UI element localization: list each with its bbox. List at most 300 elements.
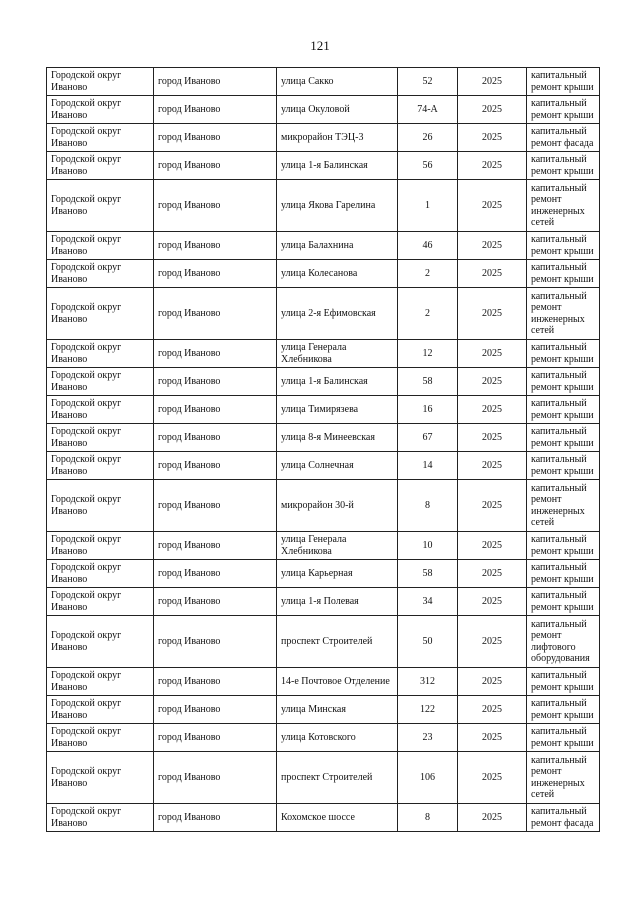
street-cell-text: улица Минская bbox=[281, 703, 346, 715]
city-cell bbox=[154, 804, 277, 832]
city-cell-text: город Иваново bbox=[158, 703, 221, 715]
city-cell bbox=[154, 180, 277, 232]
district-cell-text: Городской округ Иваново bbox=[51, 670, 122, 693]
district-cell-text: Городской округ Иваново bbox=[51, 562, 122, 585]
work-type-cell bbox=[527, 180, 600, 232]
table-row bbox=[47, 288, 600, 340]
city-cell bbox=[154, 152, 277, 180]
year-cell bbox=[458, 588, 527, 616]
work-type-cell-text: капитальный ремонт крыши bbox=[531, 342, 594, 365]
table-row bbox=[47, 232, 600, 260]
street-cell bbox=[277, 752, 398, 804]
page-number: 121 bbox=[310, 38, 330, 53]
district-cell bbox=[47, 180, 154, 232]
work-type-cell bbox=[527, 668, 600, 696]
year-cell bbox=[458, 452, 527, 480]
table-row bbox=[47, 260, 600, 288]
city-cell-text: город Иваново bbox=[158, 731, 221, 743]
work-type-cell bbox=[527, 396, 600, 424]
work-type-cell bbox=[527, 288, 600, 340]
house-number-cell bbox=[398, 288, 458, 340]
street-cell bbox=[277, 152, 398, 180]
house-number-cell-text: 74-А bbox=[417, 103, 438, 115]
work-type-cell bbox=[527, 124, 600, 152]
street-cell bbox=[277, 804, 398, 832]
street-cell-text: улица Окуловой bbox=[281, 103, 350, 115]
district-cell-text: Городской округ Иваново bbox=[51, 234, 122, 257]
city-cell bbox=[154, 668, 277, 696]
year-cell-text: 2025 bbox=[482, 103, 502, 115]
house-number-cell bbox=[398, 368, 458, 396]
work-type-cell bbox=[527, 588, 600, 616]
house-number-cell-text: 14 bbox=[422, 459, 433, 471]
city-cell bbox=[154, 480, 277, 532]
work-type-cell bbox=[527, 696, 600, 724]
street-cell bbox=[277, 180, 398, 232]
district-cell bbox=[47, 588, 154, 616]
district-cell bbox=[47, 560, 154, 588]
work-type-cell-text: капитальный ремонт инженерных сетей bbox=[531, 182, 587, 228]
street-cell-text: проспект Строителей bbox=[281, 635, 373, 647]
street-cell-text: улица Генерала Хлебникова bbox=[281, 342, 347, 365]
city-cell bbox=[154, 532, 277, 560]
work-type-cell-text: капитальный ремонт крыши bbox=[531, 398, 594, 421]
house-number-cell-text: 26 bbox=[422, 131, 433, 143]
city-cell-text: город Иваново bbox=[158, 75, 221, 87]
district-cell-text: Городской округ Иваново bbox=[51, 154, 122, 177]
house-number-cell bbox=[398, 752, 458, 804]
district-cell-text: Городской округ Иваново bbox=[51, 398, 122, 421]
city-cell bbox=[154, 588, 277, 616]
city-cell-text: город Иваново bbox=[158, 635, 221, 647]
district-cell bbox=[47, 124, 154, 152]
work-type-cell bbox=[527, 96, 600, 124]
street-cell bbox=[277, 452, 398, 480]
city-cell bbox=[154, 288, 277, 340]
district-cell-text: Городской округ Иваново bbox=[51, 426, 122, 449]
table-row bbox=[47, 424, 600, 452]
house-number-cell bbox=[398, 560, 458, 588]
city-cell-text: город Иваново bbox=[158, 459, 221, 471]
city-cell-text: город Иваново bbox=[158, 811, 221, 823]
district-cell-text: Городской округ Иваново bbox=[51, 698, 122, 721]
district-cell-text: Городской округ Иваново bbox=[51, 590, 122, 613]
year-cell bbox=[458, 124, 527, 152]
street-cell bbox=[277, 560, 398, 588]
table-row bbox=[47, 668, 600, 696]
year-cell-text: 2025 bbox=[482, 703, 502, 715]
city-cell-text: город Иваново bbox=[158, 347, 221, 359]
city-cell-text: город Иваново bbox=[158, 675, 221, 687]
year-cell bbox=[458, 752, 527, 804]
year-cell bbox=[458, 424, 527, 452]
street-cell-text: улица Якова Гарелина bbox=[281, 199, 376, 211]
work-type-cell-text: капитальный ремонт крыши bbox=[531, 70, 594, 93]
house-number-cell bbox=[398, 96, 458, 124]
city-cell bbox=[154, 424, 277, 452]
street-cell-text: улица Карьерная bbox=[281, 567, 353, 579]
house-number-cell-text: 8 bbox=[425, 499, 430, 511]
house-number-cell-text: 23 bbox=[422, 731, 433, 743]
street-cell-text: улица 1-я Балинская bbox=[281, 159, 368, 171]
district-cell bbox=[47, 232, 154, 260]
street-cell bbox=[277, 124, 398, 152]
house-number-cell bbox=[398, 588, 458, 616]
street-cell bbox=[277, 396, 398, 424]
year-cell-text: 2025 bbox=[482, 459, 502, 471]
house-number-cell bbox=[398, 696, 458, 724]
city-cell bbox=[154, 340, 277, 368]
district-cell bbox=[47, 340, 154, 368]
table-row bbox=[47, 588, 600, 616]
work-type-cell-text: капитальный ремонт крыши bbox=[531, 234, 594, 257]
street-cell-text: микрорайон 30-й bbox=[281, 499, 354, 511]
street-cell bbox=[277, 724, 398, 752]
district-cell bbox=[47, 752, 154, 804]
district-cell bbox=[47, 96, 154, 124]
street-cell-text: улица Котовского bbox=[281, 731, 356, 743]
district-cell bbox=[47, 668, 154, 696]
work-type-cell bbox=[527, 340, 600, 368]
year-cell-text: 2025 bbox=[482, 199, 502, 211]
house-number-cell-text: 8 bbox=[425, 811, 430, 823]
city-cell bbox=[154, 696, 277, 724]
city-cell bbox=[154, 560, 277, 588]
city-cell bbox=[154, 232, 277, 260]
house-number-cell bbox=[398, 452, 458, 480]
city-cell bbox=[154, 724, 277, 752]
city-cell bbox=[154, 260, 277, 288]
house-number-cell-text: 2 bbox=[425, 307, 430, 319]
table-row bbox=[47, 68, 600, 96]
house-number-cell-text: 312 bbox=[420, 675, 435, 687]
house-number-cell bbox=[398, 616, 458, 668]
year-cell bbox=[458, 396, 527, 424]
city-cell bbox=[154, 68, 277, 96]
work-type-cell bbox=[527, 616, 600, 668]
year-cell bbox=[458, 180, 527, 232]
work-type-cell-text: капитальный ремонт крыши bbox=[531, 670, 594, 693]
street-cell-text: 14-е Почтовое Отделение bbox=[281, 675, 390, 687]
district-cell bbox=[47, 396, 154, 424]
house-number-cell bbox=[398, 124, 458, 152]
work-type-cell bbox=[527, 560, 600, 588]
street-cell-text: улица 2-я Ефимовская bbox=[281, 307, 376, 319]
year-cell bbox=[458, 68, 527, 96]
year-cell bbox=[458, 668, 527, 696]
year-cell-text: 2025 bbox=[482, 347, 502, 359]
house-number-cell-text: 122 bbox=[420, 703, 435, 715]
work-type-cell bbox=[527, 752, 600, 804]
district-cell-text: Городской округ Иваново bbox=[51, 494, 122, 517]
city-cell bbox=[154, 396, 277, 424]
district-cell-text: Городской округ Иваново bbox=[51, 342, 122, 365]
district-cell-text: Городской округ Иваново bbox=[51, 370, 122, 393]
year-cell bbox=[458, 696, 527, 724]
year-cell bbox=[458, 96, 527, 124]
house-number-cell-text: 56 bbox=[422, 159, 433, 171]
work-type-cell bbox=[527, 152, 600, 180]
street-cell bbox=[277, 616, 398, 668]
table-row bbox=[47, 752, 600, 804]
work-type-cell-text: капитальный ремонт крыши bbox=[531, 426, 594, 449]
street-cell bbox=[277, 96, 398, 124]
house-number-cell-text: 58 bbox=[422, 567, 433, 579]
year-cell-text: 2025 bbox=[482, 811, 502, 823]
house-number-cell bbox=[398, 180, 458, 232]
work-type-cell-text: капитальный ремонт крыши bbox=[531, 98, 594, 121]
year-cell-text: 2025 bbox=[482, 431, 502, 443]
city-cell bbox=[154, 124, 277, 152]
year-cell-text: 2025 bbox=[482, 499, 502, 511]
work-type-cell-text: капитальный ремонт фасада bbox=[531, 806, 594, 829]
work-type-cell-text: капитальный ремонт инженерных сетей bbox=[531, 482, 587, 528]
year-cell-text: 2025 bbox=[482, 307, 502, 319]
street-cell bbox=[277, 288, 398, 340]
work-type-cell bbox=[527, 232, 600, 260]
year-cell bbox=[458, 532, 527, 560]
district-cell-text: Городской округ Иваново bbox=[51, 726, 122, 749]
street-cell bbox=[277, 480, 398, 532]
district-cell bbox=[47, 68, 154, 96]
city-cell-text: город Иваново bbox=[158, 567, 221, 579]
district-cell bbox=[47, 616, 154, 668]
city-cell bbox=[154, 96, 277, 124]
year-cell-text: 2025 bbox=[482, 159, 502, 171]
work-type-cell bbox=[527, 724, 600, 752]
year-cell bbox=[458, 152, 527, 180]
table-row bbox=[47, 180, 600, 232]
city-cell-text: город Иваново bbox=[158, 307, 221, 319]
district-cell bbox=[47, 260, 154, 288]
city-cell-text: город Иваново bbox=[158, 403, 221, 415]
table-row bbox=[47, 616, 600, 668]
house-number-cell bbox=[398, 724, 458, 752]
street-cell-text: улица Сакко bbox=[281, 75, 334, 87]
street-cell bbox=[277, 368, 398, 396]
district-cell bbox=[47, 452, 154, 480]
district-cell-text: Городской округ Иваново bbox=[51, 194, 122, 217]
district-cell-text: Городской округ Иваново bbox=[51, 766, 122, 789]
house-number-cell bbox=[398, 668, 458, 696]
table-row bbox=[47, 560, 600, 588]
table-row bbox=[47, 368, 600, 396]
street-cell-text: улица 1-я Балинская bbox=[281, 375, 368, 387]
street-cell-text: улица Генерала Хлебникова bbox=[281, 534, 347, 557]
work-type-cell-text: капитальный ремонт крыши bbox=[531, 698, 594, 721]
house-number-cell-text: 50 bbox=[422, 635, 433, 647]
house-number-cell bbox=[398, 532, 458, 560]
house-number-cell-text: 34 bbox=[422, 595, 433, 607]
city-cell-text: город Иваново bbox=[158, 431, 221, 443]
year-cell bbox=[458, 480, 527, 532]
city-cell bbox=[154, 368, 277, 396]
street-cell-text: улица 8-я Минеевская bbox=[281, 431, 375, 443]
work-type-cell-text: капитальный ремонт фасада bbox=[531, 126, 594, 149]
house-number-cell bbox=[398, 340, 458, 368]
city-cell-text: город Иваново bbox=[158, 267, 221, 279]
house-number-cell-text: 106 bbox=[420, 771, 435, 783]
year-cell bbox=[458, 616, 527, 668]
street-cell bbox=[277, 696, 398, 724]
district-cell-text: Городской округ Иваново bbox=[51, 98, 122, 121]
house-number-cell bbox=[398, 232, 458, 260]
street-cell bbox=[277, 424, 398, 452]
house-number-cell-text: 10 bbox=[422, 539, 433, 551]
year-cell-text: 2025 bbox=[482, 131, 502, 143]
street-cell-text: проспект Строителей bbox=[281, 771, 373, 783]
city-cell-text: город Иваново bbox=[158, 131, 221, 143]
street-cell bbox=[277, 260, 398, 288]
district-cell bbox=[47, 152, 154, 180]
street-cell-text: улица 1-я Полевая bbox=[281, 595, 359, 607]
table-row bbox=[47, 152, 600, 180]
street-cell-text: улица Солнечная bbox=[281, 459, 354, 471]
work-type-cell bbox=[527, 260, 600, 288]
work-type-cell-text: капитальный ремонт крыши bbox=[531, 562, 594, 585]
work-type-cell-text: капитальный ремонт лифтового оборудования bbox=[531, 618, 590, 664]
work-type-cell bbox=[527, 452, 600, 480]
year-cell-text: 2025 bbox=[482, 731, 502, 743]
year-cell-text: 2025 bbox=[482, 539, 502, 551]
year-cell bbox=[458, 804, 527, 832]
district-cell-text: Городской округ Иваново bbox=[51, 630, 122, 653]
year-cell-text: 2025 bbox=[482, 75, 502, 87]
work-type-cell-text: капитальный ремонт крыши bbox=[531, 726, 594, 749]
work-type-cell bbox=[527, 424, 600, 452]
district-cell bbox=[47, 804, 154, 832]
work-type-cell-text: капитальный ремонт крыши bbox=[531, 262, 594, 285]
street-cell-text: улица Тимирязева bbox=[281, 403, 359, 415]
year-cell bbox=[458, 288, 527, 340]
house-number-cell-text: 52 bbox=[422, 75, 433, 87]
house-number-cell-text: 58 bbox=[422, 375, 433, 387]
house-number-cell bbox=[398, 424, 458, 452]
table-row bbox=[47, 124, 600, 152]
district-cell bbox=[47, 288, 154, 340]
district-cell bbox=[47, 696, 154, 724]
repair-schedule-table bbox=[46, 67, 600, 832]
house-number-cell bbox=[398, 396, 458, 424]
house-number-cell bbox=[398, 152, 458, 180]
city-cell-text: город Иваново bbox=[158, 595, 221, 607]
district-cell bbox=[47, 532, 154, 560]
year-cell-text: 2025 bbox=[482, 239, 502, 251]
table-body bbox=[47, 68, 600, 832]
work-type-cell-text: капитальный ремонт крыши bbox=[531, 590, 594, 613]
city-cell-text: город Иваново bbox=[158, 159, 221, 171]
work-type-cell bbox=[527, 532, 600, 560]
work-type-cell-text: капитальный ремонт инженерных сетей bbox=[531, 754, 587, 800]
year-cell bbox=[458, 260, 527, 288]
table-row bbox=[47, 532, 600, 560]
house-number-cell bbox=[398, 260, 458, 288]
district-cell bbox=[47, 724, 154, 752]
year-cell-text: 2025 bbox=[482, 595, 502, 607]
table-row bbox=[47, 96, 600, 124]
year-cell-text: 2025 bbox=[482, 403, 502, 415]
table-row bbox=[47, 340, 600, 368]
street-cell-text: улица Балахнина bbox=[281, 239, 354, 251]
table-row bbox=[47, 696, 600, 724]
work-type-cell-text: капитальный ремонт крыши bbox=[531, 454, 594, 477]
city-cell bbox=[154, 616, 277, 668]
street-cell bbox=[277, 68, 398, 96]
year-cell bbox=[458, 724, 527, 752]
year-cell-text: 2025 bbox=[482, 635, 502, 647]
house-number-cell-text: 2 bbox=[425, 267, 430, 279]
district-cell bbox=[47, 424, 154, 452]
year-cell-text: 2025 bbox=[482, 675, 502, 687]
house-number-cell bbox=[398, 804, 458, 832]
street-cell-text: Кохомское шоссе bbox=[281, 811, 355, 823]
year-cell-text: 2025 bbox=[482, 771, 502, 783]
table-row bbox=[47, 396, 600, 424]
house-number-cell-text: 16 bbox=[422, 403, 433, 415]
work-type-cell-text: капитальный ремонт крыши bbox=[531, 154, 594, 177]
year-cell bbox=[458, 340, 527, 368]
year-cell-text: 2025 bbox=[482, 375, 502, 387]
year-cell-text: 2025 bbox=[482, 567, 502, 579]
house-number-cell-text: 67 bbox=[422, 431, 433, 443]
city-cell-text: город Иваново bbox=[158, 239, 221, 251]
city-cell-text: город Иваново bbox=[158, 375, 221, 387]
district-cell-text: Городской округ Иваново bbox=[51, 262, 122, 285]
district-cell bbox=[47, 368, 154, 396]
city-cell-text: город Иваново bbox=[158, 771, 221, 783]
district-cell-text: Городской округ Иваново bbox=[51, 302, 122, 325]
house-number-cell-text: 1 bbox=[425, 199, 430, 211]
house-number-cell-text: 46 bbox=[422, 239, 433, 251]
work-type-cell-text: капитальный ремонт крыши bbox=[531, 370, 594, 393]
street-cell-text: улица Колесанова bbox=[281, 267, 358, 279]
city-cell bbox=[154, 452, 277, 480]
city-cell-text: город Иваново bbox=[158, 103, 221, 115]
street-cell-text: микрорайон ТЭЦ-3 bbox=[281, 131, 364, 143]
district-cell-text: Городской округ Иваново bbox=[51, 70, 122, 93]
district-cell-text: Городской округ Иваново bbox=[51, 534, 122, 557]
table-row bbox=[47, 480, 600, 532]
house-number-cell-text: 12 bbox=[422, 347, 433, 359]
work-type-cell bbox=[527, 480, 600, 532]
city-cell bbox=[154, 752, 277, 804]
work-type-cell bbox=[527, 368, 600, 396]
street-cell bbox=[277, 532, 398, 560]
work-type-cell bbox=[527, 804, 600, 832]
district-cell bbox=[47, 480, 154, 532]
table-row bbox=[47, 452, 600, 480]
street-cell bbox=[277, 588, 398, 616]
year-cell bbox=[458, 232, 527, 260]
district-cell-text: Городской округ Иваново bbox=[51, 806, 122, 829]
street-cell bbox=[277, 668, 398, 696]
work-type-cell bbox=[527, 68, 600, 96]
year-cell-text: 2025 bbox=[482, 267, 502, 279]
street-cell bbox=[277, 340, 398, 368]
table-row bbox=[47, 804, 600, 832]
city-cell-text: город Иваново bbox=[158, 539, 221, 551]
district-cell-text: Городской округ Иваново bbox=[51, 454, 122, 477]
street-cell bbox=[277, 232, 398, 260]
work-type-cell-text: капитальный ремонт инженерных сетей bbox=[531, 290, 587, 336]
district-cell-text: Городской округ Иваново bbox=[51, 126, 122, 149]
table-row bbox=[47, 724, 600, 752]
house-number-cell bbox=[398, 480, 458, 532]
house-number-cell bbox=[398, 68, 458, 96]
year-cell bbox=[458, 560, 527, 588]
city-cell-text: город Иваново bbox=[158, 499, 221, 511]
work-type-cell-text: капитальный ремонт крыши bbox=[531, 534, 594, 557]
